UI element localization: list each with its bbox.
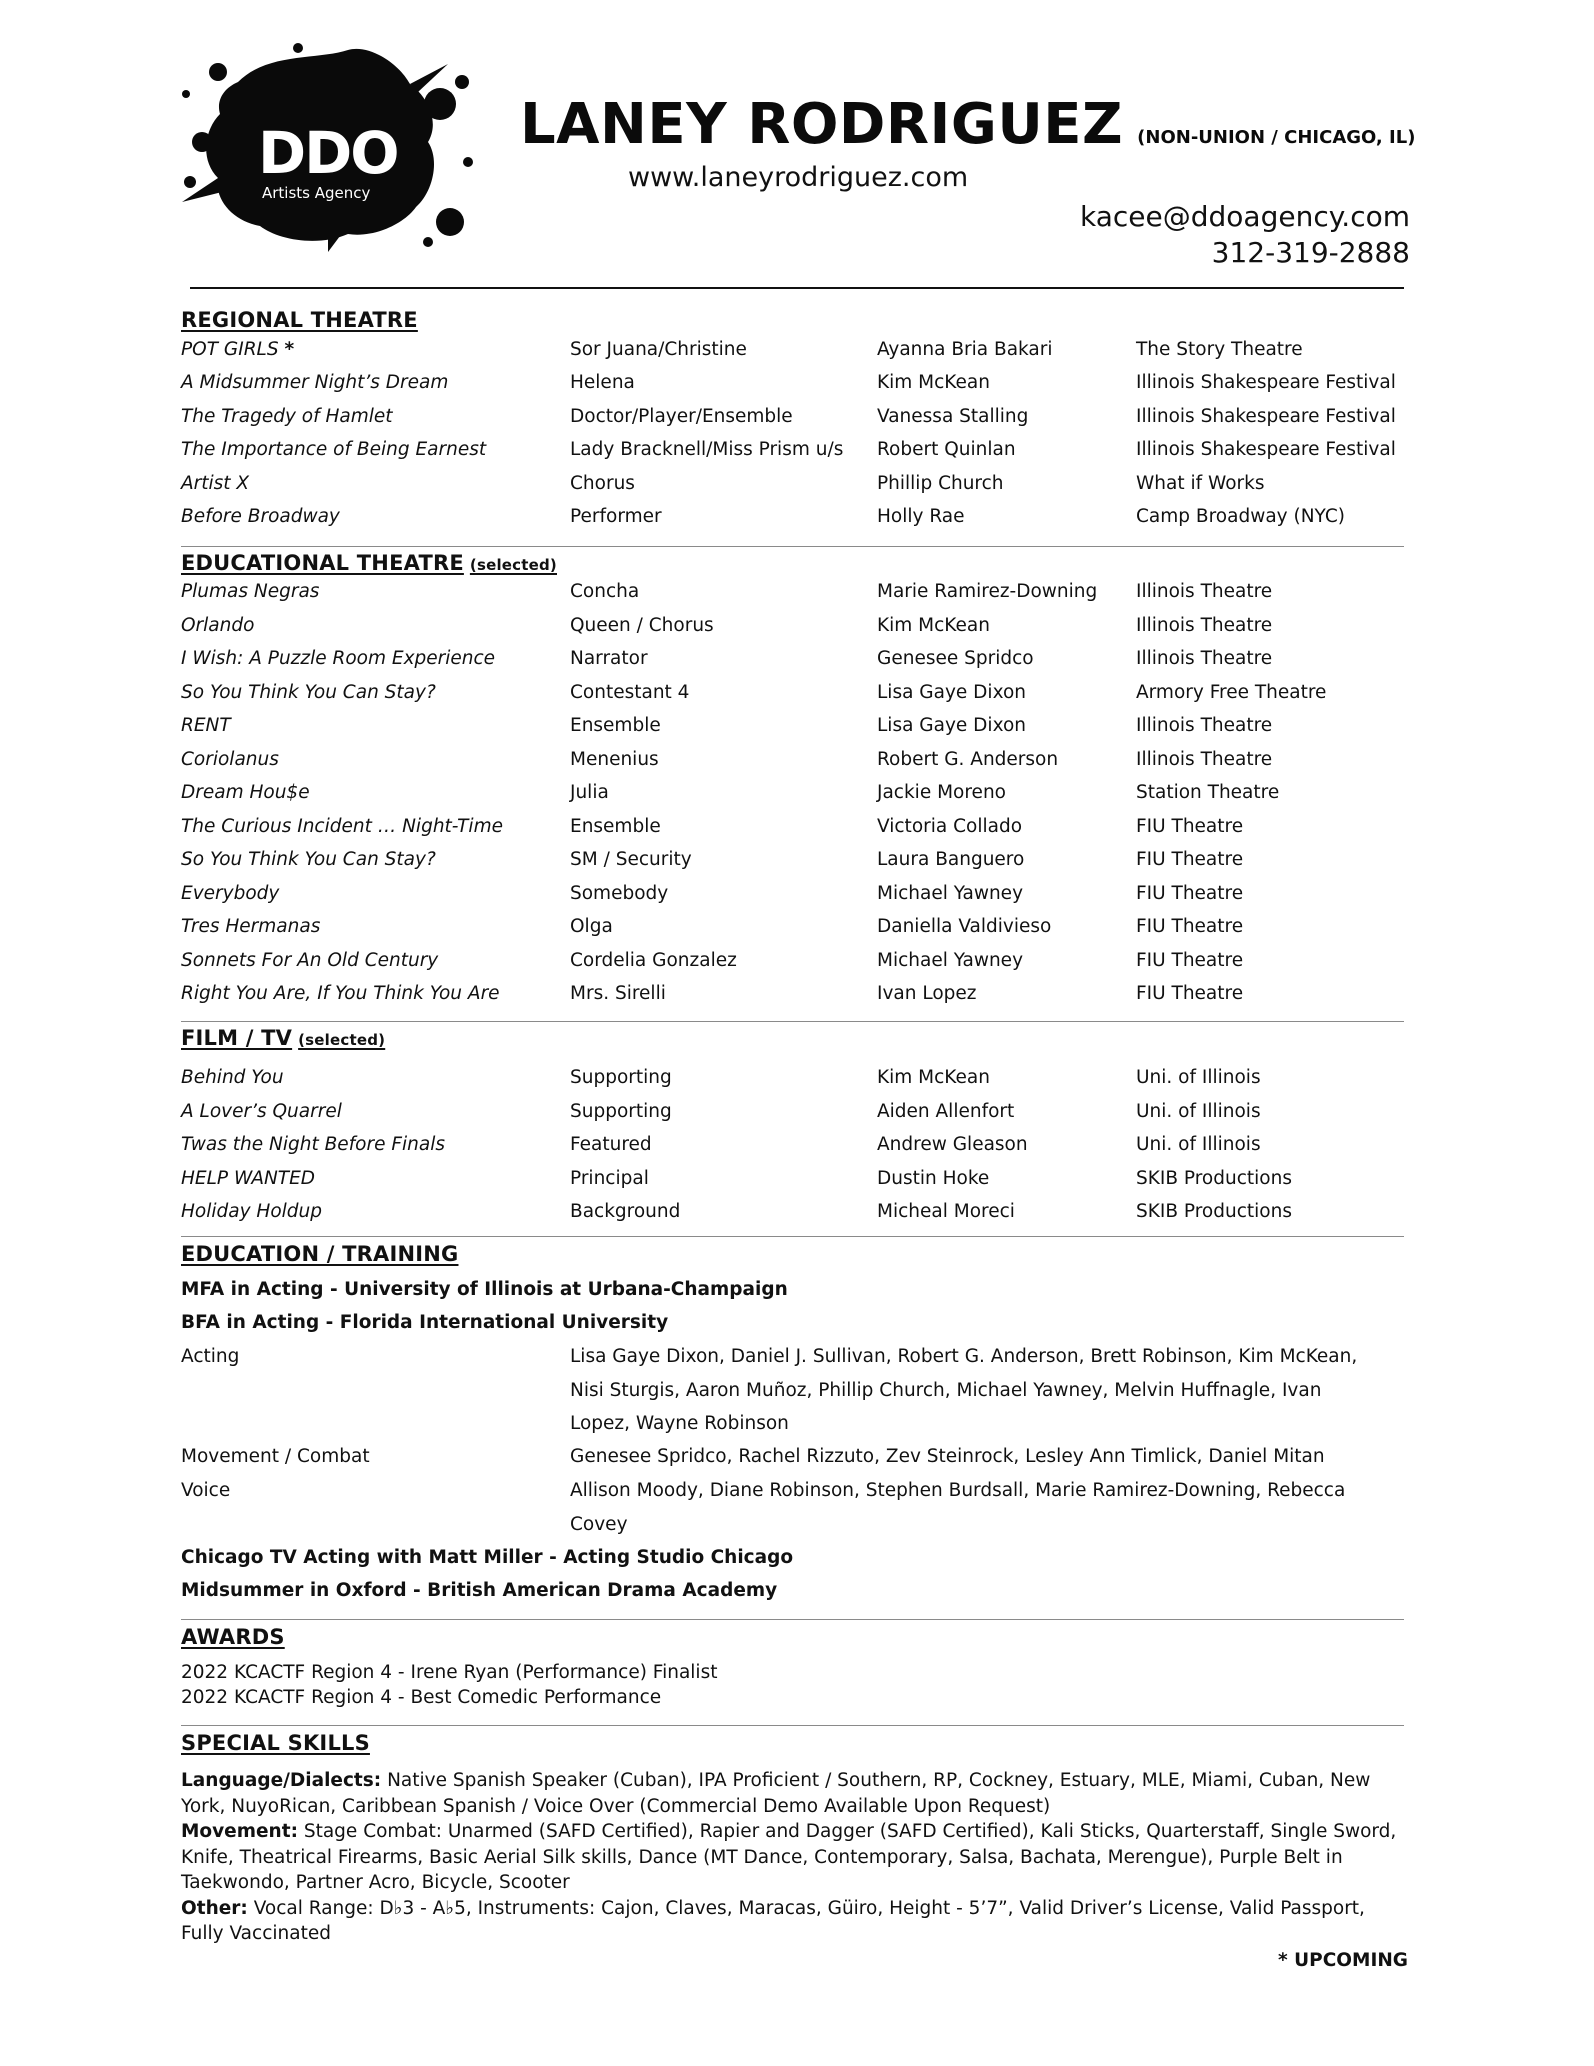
credit-company: SKIB Productions [1136,1167,1292,1189]
credit-row [181,916,1411,946]
awards-heading: AWARDS [181,1625,285,1649]
credit-director: Ivan Lopez [877,983,977,1004]
credit-company: What if Works [1136,472,1265,494]
credit-row [181,581,1411,611]
credit-row [181,782,1411,812]
credit-row [181,1134,1411,1164]
credit-role: Cordelia Gonzalez [570,949,737,971]
other-skill [181,1896,1411,1947]
credit-company: Armory Free Theatre [1136,681,1327,703]
credit-show-title: Plumas Negras [181,581,320,602]
credit-row [181,1067,1411,1097]
credit-role: Doctor/Player/Ensemble [570,405,793,427]
credit-row [181,950,1411,980]
credit-company: Station Theatre [1136,782,1280,803]
phone-number: 312-319-2888 [1211,236,1410,269]
other-text: Vocal Range: D♭3 - A♭5, Instruments: Cajon, Claves, Maracas, Güiro, Height - 5’7”, Valid Driver’s License, Valid Passport, Fully Vaccinated [181,1897,1365,1944]
special-skills-heading: SPECIAL SKILLS [181,1731,370,1755]
credit-company: Illinois Theatre [1136,715,1273,736]
language-label: Language/Dialects: [181,1770,382,1791]
credit-row [181,506,1411,536]
credit-director: Phillip Church [877,472,1004,494]
upcoming-footnote: * UPCOMING [1278,1950,1408,1971]
credit-row [181,648,1411,678]
union-location: (NON-UNION / CHICAGO, IL) [1137,127,1416,148]
divider [181,1619,1404,1620]
award-item: 2022 KCACTF Region 4 - Irene Ryan (Performance) Finalist [181,1662,718,1683]
credit-show-title: POT GIRLS * [181,339,295,360]
credit-row [181,883,1411,913]
credit-role: Supporting [570,1100,672,1122]
credit-company: Illinois Shakespeare Festival [1136,372,1396,394]
credit-show-title: Tres Hermanas [181,916,321,937]
credit-company: FIU Theatre [1136,916,1244,937]
credit-company: Illinois Shakespeare Festival [1136,405,1396,427]
movement-skill [181,1819,1411,1896]
credit-row [181,439,1411,469]
acting-label: Acting [181,1346,240,1367]
credit-company: Illinois Theatre [1136,748,1273,770]
email-link[interactable]: kacee@ddoagency.com [1080,200,1410,233]
credit-row [181,406,1411,436]
credit-role: Julia [570,782,609,803]
credit-director: Jackie Moreno [877,782,1006,803]
credit-show-title: So You Think You Can Stay? [181,681,436,703]
credit-director: Kim McKean [877,372,990,394]
logo-text: DDO [258,119,398,187]
credit-company: Uni. of Illinois [1136,1134,1261,1155]
other-label: Other: [181,1897,248,1919]
credit-role: Chorus [570,472,635,494]
credit-row [181,615,1411,645]
credit-director: Kim McKean [877,1067,990,1088]
divider [181,1725,1404,1726]
credit-director: Marie Ramirez-Downing [877,581,1098,602]
credit-director: Ayanna Bria Bakari [877,339,1053,360]
credit-role: Featured [570,1134,652,1155]
credit-show-title: The Tragedy of Hamlet [181,405,393,427]
credit-row [181,849,1411,879]
credit-row [181,372,1411,402]
credit-role: Supporting [570,1067,672,1088]
credit-role: Performer [570,506,662,527]
award-item: 2022 KCACTF Region 4 - Best Comedic Performance [181,1687,662,1708]
credit-show-title: Holiday Holdup [181,1201,322,1222]
credit-show-title: Twas the Night Before Finals [181,1134,445,1155]
film-tv-title: FILM / TV [181,1026,293,1050]
credit-role: Menenius [570,748,659,770]
credit-company: FIU Theatre [1136,882,1244,904]
voice-label: Voice [181,1480,231,1501]
credit-show-title: The Curious Incident … Night-Time [181,815,503,837]
divider [181,1021,1404,1022]
credit-director: Victoria Collado [877,815,1023,837]
credit-row [181,473,1411,503]
credit-company: SKIB Productions [1136,1201,1292,1222]
credit-company: FIU Theatre [1136,849,1244,870]
credit-show-title: Artist X [181,472,250,494]
credit-role: Ensemble [570,815,661,837]
credit-director: Aiden Allenfort [877,1100,1015,1122]
credit-company: Illinois Theatre [1136,648,1273,669]
credit-show-title: The Importance of Being Earnest [181,439,487,461]
credit-role: Narrator [570,648,648,669]
credit-show-title: Behind You [181,1067,284,1088]
film-tv-subtitle: (selected) [298,1031,386,1049]
credit-show-title: RENT [181,715,231,736]
movement-combat-label: Movement / Combat [181,1446,370,1467]
chicago-tv-training: Chicago TV Acting with Matt Miller - Acting Studio Chicago [181,1547,794,1568]
credit-show-title: Dream Hou$e [181,782,310,803]
credit-company: Uni. of Illinois [1136,1100,1261,1122]
credit-role: Olga [570,916,613,937]
credit-show-title: Sonnets For An Old Century [181,949,439,971]
credit-role: SM / Security [570,849,692,870]
credit-role: Somebody [570,882,669,904]
credit-company: FIU Theatre [1136,949,1244,971]
credit-row [181,339,1411,369]
educational-theatre-heading [181,551,557,575]
credit-show-title: A Midsummer Night’s Dream [181,372,449,394]
regional-theatre-heading: REGIONAL THEATRE [181,308,418,332]
credit-director: Lisa Gaye Dixon [877,681,1026,703]
credit-director: Lisa Gaye Dixon [877,715,1026,736]
credit-role: Contestant 4 [570,681,690,703]
credit-director: Kim McKean [877,614,990,636]
credit-director: Michael Yawney [877,882,1024,904]
credit-role: Concha [570,581,640,602]
credit-role: Background [570,1201,681,1222]
credit-company: FIU Theatre [1136,983,1244,1004]
credit-role: Queen / Chorus [570,614,714,636]
credit-company: FIU Theatre [1136,815,1244,837]
credit-row [181,749,1411,779]
midsummer-training: Midsummer in Oxford - British American Drama Academy [181,1580,778,1601]
educational-theatre-subtitle: (selected) [469,556,557,574]
credit-show-title: Before Broadway [181,506,340,527]
credit-company: Uni. of Illinois [1136,1067,1261,1088]
credit-show-title: HELP WANTED [181,1167,316,1189]
movement-text: Stage Combat: Unarmed (SAFD Certified), Rapier and Dagger (SAFD Certified), Kali Sticks, Quarterstaff, Single Sword, Knife, Theatrical Firearms, Basic Aerial Silk skills, Dance (MT Dance, Contemporary, Salsa, Bachata, Merengue), Purple Belt in Taekwondo, Partner Acro, Bicycle, Scooter [181,1821,1397,1893]
credit-director: Michael Yawney [877,949,1024,971]
credit-row [181,715,1411,745]
credit-show-title: A Lover’s Quarrel [181,1100,342,1122]
header-divider [190,287,1404,289]
credit-company: Camp Broadway (NYC) [1136,506,1345,527]
special-skills-block [181,1768,1411,1947]
credit-row [181,1168,1411,1198]
acting-teachers: Lisa Gaye Dixon, Daniel J. Sullivan, Robert G. Anderson, Brett Robinson, Kim McKean, Nisi Sturgis, Aaron Muñoz, Phillip Church, Michael Yawney, Melvin Huffnagle, Ivan Lopez, Wayne Robinson [570,1346,1358,1434]
credit-row [181,1201,1411,1231]
logo-subtext: Artists Agency [262,184,371,202]
movement-combat-teachers: Genesee Spridco, Rachel Rizzuto, Zev Steinrock, Lesley Ann Timlick, Daniel Mitan [570,1446,1325,1467]
credit-company: Illinois Theatre [1136,614,1273,636]
educational-theatre-title: EDUCATIONAL THEATRE [181,551,464,575]
credit-company: The Story Theatre [1136,339,1303,360]
credit-role: Lady Bracknell/Miss Prism u/s [570,439,844,461]
credit-director: Micheal Moreci [877,1201,1015,1222]
film-tv-heading [181,1026,385,1050]
credit-role: Principal [570,1167,649,1189]
credit-director: Robert Quinlan [877,439,1016,461]
credit-director: Genesee Spridco [877,648,1034,669]
credit-director: Andrew Gleason [877,1134,1028,1155]
mfa-degree: MFA in Acting - University of Illinois at Urbana-Champaign [181,1279,788,1300]
education-training-heading: EDUCATION / TRAINING [181,1242,459,1266]
credit-row [181,983,1411,1013]
divider [181,1236,1404,1237]
credit-director: Vanessa Stalling [877,405,1029,427]
credit-show-title: Orlando [181,614,255,636]
credit-director: Dustin Hoke [877,1167,990,1189]
credit-director: Laura Banguero [877,849,1025,870]
credit-company: Illinois Shakespeare Festival [1136,439,1396,461]
credit-role: Helena [570,372,635,394]
movement-label: Movement: [181,1821,298,1842]
credit-role: Sor Juana/Christine [570,339,747,360]
language-dialects-skill [181,1768,1411,1819]
divider [181,546,1404,547]
credit-company: Illinois Theatre [1136,581,1273,602]
credit-show-title: Everybody [181,882,280,904]
credit-show-title: Coriolanus [181,748,279,770]
credit-role: Mrs. Sirelli [570,983,666,1004]
name-line [520,92,1415,157]
credit-row [181,1101,1411,1131]
credit-director: Holly Rae [877,506,965,527]
language-text: Native Spanish Speaker (Cuban), IPA Proficient / Southern, RP, Cockney, Estuary, MLE, Miami, Cuban, New York, NuyoRican, Caribbean Spanish / Voice Over (Commercial Demo Available Upon Request) [181,1770,1371,1817]
credit-show-title: Right You Are, If You Think You Are [181,983,500,1004]
credit-role: Ensemble [570,715,661,736]
credit-row [181,682,1411,712]
bfa-degree: BFA in Acting - Florida International University [181,1312,669,1333]
credit-director: Robert G. Anderson [877,748,1059,770]
performer-name: LANEY RODRIGUEZ [520,92,1124,157]
credit-director: Daniella Valdivieso [877,916,1052,937]
credit-show-title: So You Think You Can Stay? [181,849,436,870]
voice-teachers: Allison Moody, Diane Robinson, Stephen Burdsall, Marie Ramirez-Downing, Rebecca Covey [570,1480,1346,1535]
credit-show-title: I Wish: A Puzzle Room Experience [181,648,496,669]
credit-row [181,816,1411,846]
website-link[interactable]: www.laneyrodriguez.com [628,162,969,193]
